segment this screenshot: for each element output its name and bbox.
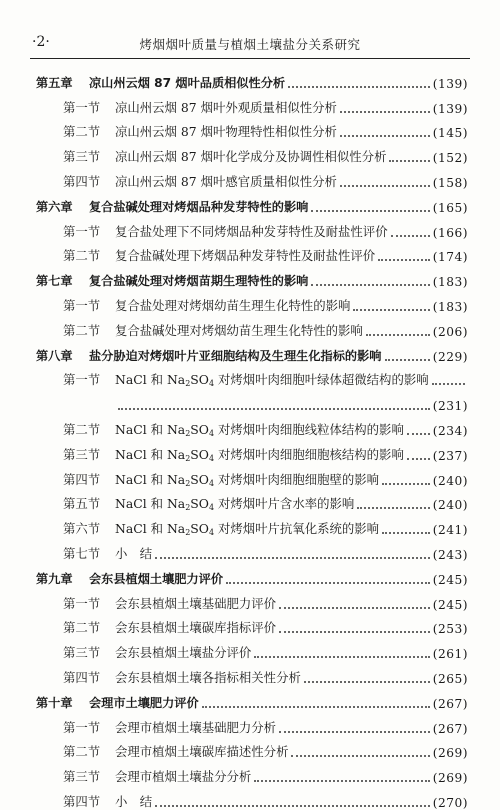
toc-title: 小 结	[115, 793, 153, 809]
toc-page: (229)	[432, 349, 468, 364]
toc-page: (231)	[432, 399, 468, 414]
header-rule	[30, 58, 470, 59]
dot-leader	[382, 524, 430, 534]
toc-title: 会理市土壤肥力评价	[89, 695, 199, 710]
toc-number: 第三节	[63, 645, 101, 661]
dot-leader	[291, 747, 429, 757]
page-number: ·2·	[32, 34, 50, 50]
toc-title: 复合盐处理下不同烤烟品种发芽特性及耐盐性评价	[115, 223, 388, 239]
toc-title: 复合盐处理对烤烟幼苗生理生化特性的影响	[115, 297, 351, 313]
toc-section-row	[36, 711, 468, 736]
toc-title: 凉山州云烟 87 烟叶物理特性相似性分析	[115, 124, 337, 140]
toc-section-row	[36, 587, 468, 612]
dot-leader	[155, 797, 430, 807]
toc-title: 盐分胁迫对烤烟叶片亚细胞结构及生理生化指标的影响	[89, 348, 382, 363]
toc-section-row	[36, 612, 468, 637]
dot-leader	[382, 475, 430, 485]
dot-leader	[254, 648, 429, 658]
toc-title: 小 结	[115, 545, 153, 561]
toc-page: (261)	[432, 647, 468, 662]
toc-number: 第一节	[63, 595, 101, 611]
dot-leader	[432, 375, 465, 385]
toc-chapter-row	[36, 66, 468, 91]
dot-leader	[202, 698, 430, 708]
toc-chapter-row	[36, 190, 468, 215]
toc-page: (183)	[432, 275, 468, 290]
toc-number: 第八章	[36, 348, 73, 363]
dot-leader	[385, 351, 430, 361]
toc-page: (243)	[432, 547, 468, 562]
toc-title: 会东县植烟土壤肥力评价	[89, 571, 224, 586]
toc-title: 凉山州云烟 87 烟叶感官质量相似性分析	[115, 173, 337, 189]
dot-leader	[226, 574, 430, 584]
toc-number: 第七章	[36, 274, 73, 289]
toc-section-row	[36, 289, 468, 314]
toc-title: 复合盐碱处理下烤烟品种发芽特性及耐盐性评价	[115, 248, 376, 264]
toc-section-row	[36, 537, 468, 562]
toc-section-row	[36, 488, 468, 513]
toc-section-row	[36, 463, 468, 488]
dot-leader	[340, 177, 430, 187]
toc-number: 第三节	[63, 769, 101, 785]
dot-leader	[304, 673, 430, 683]
toc-number: 第一节	[63, 99, 101, 115]
toc-title: 凉山州云烟 87 烟叶品质相似性分析	[89, 75, 286, 90]
toc-page: (152)	[432, 151, 468, 166]
toc-number: 第一节	[63, 223, 101, 239]
dot-leader	[340, 127, 430, 137]
toc-number: 第二节	[63, 620, 101, 636]
toc-page: (183)	[432, 299, 468, 314]
toc-page: (206)	[432, 324, 468, 339]
toc-title: NaCl 和 $Na_2SO_4$ 对烤烟叶肉细胞线粒体结构的影响	[115, 421, 404, 438]
toc-number: 第四节	[63, 669, 101, 685]
toc-section-row	[36, 785, 468, 810]
dot-leader	[279, 623, 430, 633]
toc-section-row	[36, 314, 468, 339]
dot-leader	[353, 301, 429, 311]
toc-number: 第六章	[36, 199, 73, 214]
toc-page: (158)	[432, 175, 468, 190]
dot-leader	[357, 499, 429, 509]
dot-leader	[288, 78, 430, 88]
dot-leader	[254, 772, 429, 782]
toc-page: (245)	[432, 597, 468, 612]
toc-page: (139)	[432, 76, 468, 91]
toc-chapter-row	[36, 686, 468, 711]
toc-title: 会东县植烟土壤各指标相关性分析	[115, 669, 301, 685]
running-header	[30, 34, 470, 54]
toc-title: 会东县植烟土壤碳库指标评价	[115, 620, 277, 636]
toc-page: (166)	[432, 225, 468, 240]
toc-number: 第一节	[63, 372, 101, 388]
toc-number: 第二节	[63, 248, 101, 264]
toc-section-row	[36, 91, 468, 116]
toc-page: (265)	[432, 671, 468, 686]
toc-section-row	[36, 736, 468, 761]
book-title: 烤烟烟叶质量与植烟土壤盐分关系研究	[139, 37, 361, 52]
toc-page: (240)	[432, 498, 468, 513]
toc-title: NaCl 和 $Na_2SO_4$ 对烤烟叶片抗氧化系统的影响	[115, 521, 380, 538]
toc-page: (234)	[432, 423, 468, 438]
dot-leader	[389, 152, 429, 162]
dot-leader	[279, 599, 430, 609]
toc-section-row	[36, 240, 468, 265]
toc-title: 凉山州云烟 87 烟叶化学成分及协调性相似性分析	[115, 149, 387, 165]
toc-page: (145)	[432, 126, 468, 141]
toc-page: (241)	[432, 523, 468, 538]
toc-page: (240)	[432, 473, 468, 488]
toc-number: 第一节	[63, 297, 101, 313]
toc-page: (139)	[432, 101, 468, 116]
toc-number: 第五节	[63, 496, 101, 512]
toc-page: (253)	[432, 622, 468, 637]
toc-title: 复合盐碱处理对烤烟幼苗生理生化特性的影响	[115, 322, 363, 338]
toc-number: 第十章	[36, 695, 73, 710]
toc-title: NaCl 和 $Na_2SO_4$ 对烤烟叶肉细胞细胞壁的影响	[115, 471, 380, 488]
dot-leader	[311, 276, 429, 286]
dot-leader	[311, 202, 429, 212]
toc-page: (270)	[432, 795, 468, 810]
toc-chapter-row	[36, 562, 468, 587]
toc-number: 第二节	[63, 744, 101, 760]
toc-page: (237)	[432, 448, 468, 463]
toc-section-row	[36, 760, 468, 785]
dot-leader	[391, 227, 430, 237]
toc-number: 第六节	[63, 521, 101, 537]
toc-title: 复合盐碱处理对烤烟品种发芽特性的影响	[89, 199, 309, 214]
dot-leader	[155, 549, 430, 559]
toc-title: 会理市植烟土壤基础肥力分析	[115, 719, 277, 735]
toc-section-row	[36, 512, 468, 537]
toc-section-row	[36, 636, 468, 661]
dot-leader	[118, 400, 430, 410]
dot-leader	[378, 251, 430, 261]
toc-continuation-row	[36, 388, 468, 413]
toc-number: 第一节	[63, 719, 101, 735]
toc-number: 第四节	[63, 793, 101, 809]
toc-title: 复合盐碱处理对烤烟苗期生理特性的影响	[89, 274, 309, 289]
toc-number: 第九章	[36, 571, 73, 586]
toc-page: (269)	[432, 746, 468, 761]
toc-section-row	[36, 140, 468, 165]
toc-title: NaCl 和 $Na_2SO_4$ 对烤烟叶片含水率的影响	[115, 496, 355, 513]
toc-title: 凉山州云烟 87 烟叶外观质量相似性分析	[115, 99, 337, 115]
table-of-contents	[36, 66, 468, 810]
dot-leader	[279, 723, 430, 733]
toc-section-row	[36, 215, 468, 240]
toc-section-row	[36, 413, 468, 438]
toc-number: 第二节	[63, 124, 101, 140]
toc-page: (269)	[432, 771, 468, 786]
toc-number: 第二节	[63, 421, 101, 437]
toc-number: 第二节	[63, 322, 101, 338]
toc-page: (245)	[432, 572, 468, 587]
dot-leader	[366, 326, 430, 336]
toc-number: 第七节	[63, 545, 101, 561]
toc-title: 会东县植烟土壤基础肥力评价	[115, 595, 277, 611]
toc-chapter-row	[36, 339, 468, 364]
toc-number: 第三节	[63, 446, 101, 462]
toc-section-row	[36, 438, 468, 463]
toc-title: NaCl 和 $Na_2SO_4$ 对烤烟叶肉细胞细胞核结构的影响	[115, 446, 404, 463]
toc-section-row	[36, 165, 468, 190]
dot-leader	[407, 425, 430, 435]
toc-title: 会理市植烟土壤盐分分析	[115, 769, 252, 785]
dot-leader	[340, 103, 430, 113]
toc-page: (165)	[432, 200, 468, 215]
toc-page: (267)	[432, 696, 468, 711]
toc-number: 第四节	[63, 471, 101, 487]
toc-page: (267)	[432, 721, 468, 736]
toc-number: 第三节	[63, 149, 101, 165]
toc-section-row	[36, 116, 468, 141]
toc-title: NaCl 和 $Na_2SO_4$ 对烤烟叶肉细胞叶绿体超微结构的影响	[115, 372, 429, 389]
toc-number: 第四节	[63, 173, 101, 189]
dot-leader	[407, 450, 430, 460]
toc-title: 会东县植烟土壤盐分评价	[115, 645, 252, 661]
toc-chapter-row	[36, 264, 468, 289]
toc-title: 会理市植烟土壤碳库描述性分析	[115, 744, 289, 760]
toc-number: 第五章	[36, 75, 73, 90]
toc-section-row	[36, 364, 468, 389]
toc-section-row	[36, 661, 468, 686]
toc-page: (174)	[432, 250, 468, 265]
